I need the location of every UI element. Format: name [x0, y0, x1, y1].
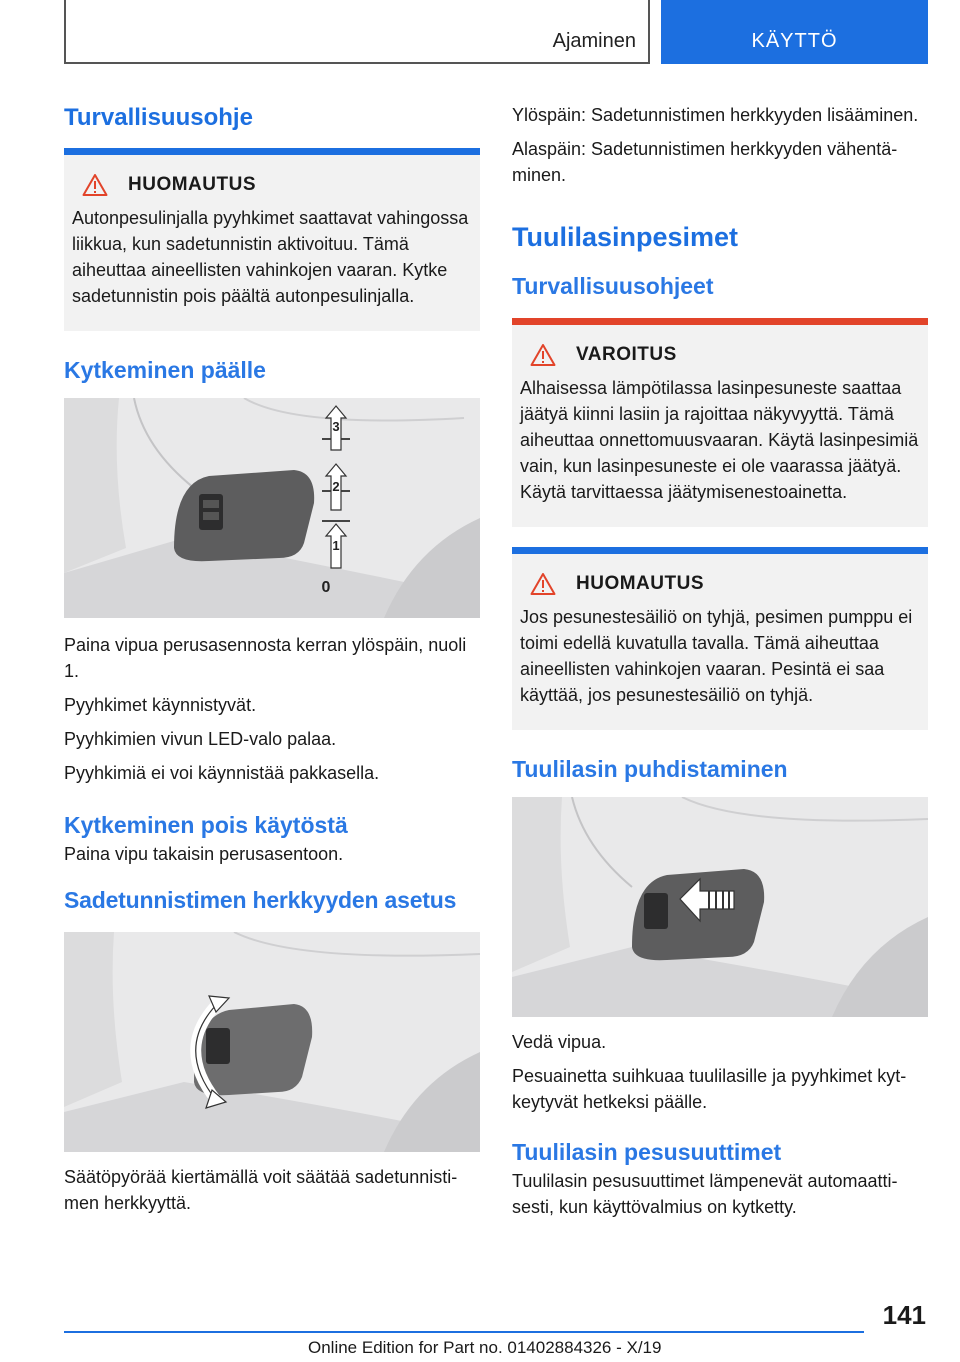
chapter-tab: [661, 0, 928, 64]
paragraph-led-on: Pyyhkimien vivun LED-valo palaa.: [64, 729, 337, 749]
heading-switch-off: Kytkeminen pois käytöstä: [64, 812, 348, 838]
paragraph-pull-lever: Vedä vipua.: [512, 1032, 607, 1052]
paragraph-press-back: Paina vipu takaisin perusasentoon.: [64, 844, 344, 864]
warning-text: Alhaisessa lämpötilassa lasinpesuneste saattaa jäätyä kiinni lasiin ja rajoittaa näkyvyyttä. Tämä aiheuttaa onnettomuusvaaran. Käytä lasinpesimiä vain, kun lasinpesuneste ei ole vaarassa jäätyä. Käytä tarvittaessa jäätymisenestoainetta.: [520, 378, 919, 502]
section-tab: [64, 0, 650, 64]
arrow-label-3: 3: [332, 419, 340, 434]
footer-divider: [64, 1331, 864, 1333]
figure-sensitivity-wheel: [64, 932, 480, 1152]
paragraph-wipers-start: Pyyhkimet käynnistyvät.: [64, 695, 257, 715]
figure-pull-lever: [512, 797, 928, 1017]
paragraph-down-decrease: Alaspäin: Sadetunnistimen herkkyyden vähentäminen.: [512, 139, 898, 185]
heading-windshield-cleaning: Tuulilasin puhdistaminen: [512, 756, 788, 782]
notice-title: HUOMAUTUS: [128, 174, 256, 195]
notice-box: [512, 547, 928, 730]
heading-safety-note: Turvallisuusohje: [64, 104, 253, 131]
heading-rain-sensor-sensitivity: Sadetunnistimen herkkyyden asetus: [64, 887, 457, 913]
paragraph-nozzles-heat: Tuulilasin pesusuuttimet lämpenevät automaattisesti, kun käyttövalmius on kytketty.: [512, 1171, 898, 1217]
warning-triangle-icon: [82, 173, 108, 197]
section-title: Ajaminen: [552, 30, 636, 52]
warning-triangle-icon: [530, 343, 556, 367]
notice-header: [530, 572, 920, 596]
arrow-label-1: 1: [332, 538, 340, 553]
figure-wiper-lever-up: [64, 398, 480, 618]
paragraph-frost: Pyyhkimiä ei voi käynnistää pakkasella.: [64, 763, 380, 783]
paragraph-washer-spray: Pesuainetta suihkuaa tuulilasille ja pyyhkimet kytkeytyvät hetkeksi päälle.: [512, 1066, 907, 1112]
footer-edition: Online Edition for Part no. 01402884326 - X/19: [308, 1338, 662, 1357]
page-header: [64, 0, 928, 64]
heading-safety-notes: Turvallisuusohjeet: [512, 273, 714, 299]
left-column: [64, 90, 480, 1216]
warning-title: VAROITUS: [576, 344, 677, 365]
notice-text: Jos pesunestesäiliö on tyhjä, pesimen pumppu ei toimi edellä kuvatulla tavalla. Tämä aiheuttaa aineellisten vahinkojen vaaran. Pesintä ei saa käyttää, jos pesunestesäiliö on tyhjä.: [520, 607, 913, 705]
paragraph-wheel-adjust: Säätöpyörää kiertämällä voit säätää sadetunnistimen herkkyyttä.: [64, 1167, 458, 1213]
heading-windshield-washers: Tuulilasinpesimet: [512, 222, 739, 252]
notice-header: [82, 173, 472, 197]
notice-title: HUOMAUTUS: [576, 573, 704, 594]
heading-washer-nozzles: Tuulilasin pesusuuttimet: [512, 1139, 782, 1165]
notice-text: Autonpesulinjalla pyyhkimet saattavat vahingossa liikkua, kun sadetunnistin aktivoituu. Tämä aiheuttaa aineellisten vahinkojen vaaran. Kytke sadetunnistin pois päältä autonpesulinjalla.: [72, 208, 469, 306]
notice-box: [64, 148, 480, 331]
wiper-lever-illustration: [64, 398, 480, 618]
warning-box: [512, 318, 928, 527]
heading-switch-on: Kytkeminen päälle: [64, 357, 266, 383]
warning-header: [530, 343, 920, 367]
paragraph-press-lever: Paina vipua perusasennosta kerran ylöspäin, nuoli 1.: [64, 635, 467, 681]
warning-triangle-icon: [530, 572, 556, 596]
page-number: 141: [882, 1300, 926, 1330]
pull-lever-illustration: [512, 797, 928, 1017]
arrow-label-2: 2: [332, 479, 340, 494]
right-column: [512, 102, 928, 1220]
chapter-title: KÄYTTÖ: [751, 30, 838, 52]
paragraph-up-increase: Ylöspäin: Sadetunnistimen herkkyyden lisääminen.: [512, 105, 919, 125]
sensitivity-wheel-illustration: [64, 932, 480, 1152]
arrow-label-0: 0: [321, 579, 331, 596]
